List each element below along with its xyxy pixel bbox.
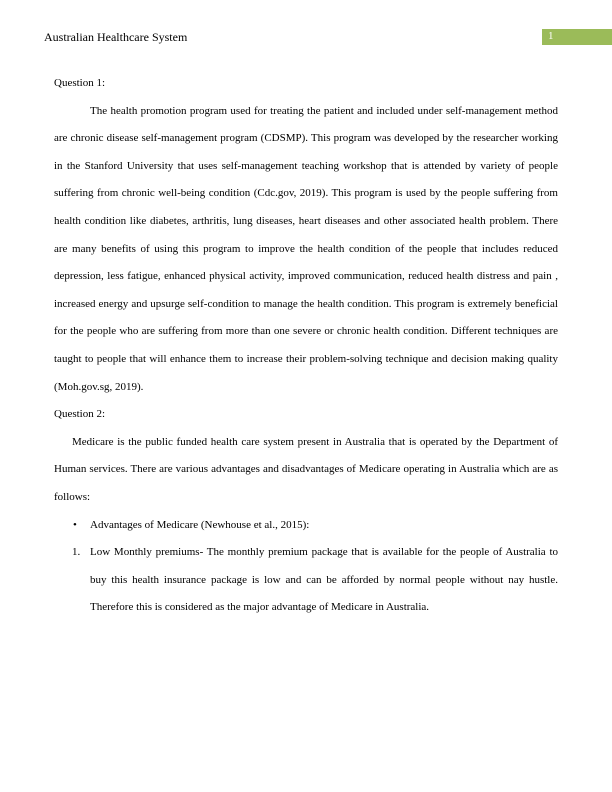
page-number-badge: 1 [542,29,612,44]
bullet-text: Advantages of Medicare (Newhouse et al., 2015): [90,518,310,531]
document-body [54,70,558,622]
question-2-heading: Question 2: [54,408,106,421]
numbered-list-text: Low Monthly premiums- The monthly premium package that is available for the people of Australia to buy this health insurance package is low and can be afforded by normal people without nay hustle. Therefore this is considered as the major advantage of Medicare in Australia. [90,546,558,614]
bullet-icon: • [73,518,77,531]
question-2-paragraph: Medicare is the public funded health care system present in Australia that is operated by the Department of Human services. There are various advantages and disadvantages of Medicare operating in Australia which are as follows: [54,435,558,503]
page-number-rule [542,44,612,45]
bullet-list-item [54,512,558,540]
running-header-title: Australian Healthcare System [44,30,188,44]
numbered-list-item [54,539,558,622]
question-1-paragraph: The health promotion program used for treating the patient and included under self-management method are chronic disease self-management program (CDSMP). This program was developed by the researcher working in the Stanford University that uses self-management teaching workshop that is attended by variety of people suffering from chronic well-being condition (Cdc.gov, 2019). This program is used by the people suffering from health condition like diabetes, arthritis, lung diseases, heart diseases and other associated health problem. There are many benefits of using this program to improve the health condition of the people that includes reduced depression, less fatigue, enhanced physical activity, improved communication, reduced health distress and pain , increased energy and upsurge self-condition to manage the health condition. This program is extremely beneficial for the people who are suffering from more than one severe or chronic health condition. Different techniques are taught to people that will enhance them to increase their problem-solving technique and decision making quality (Moh.gov.sg, 2019). [54,104,558,393]
numbered-list-label: 1. [72,546,81,559]
question-1-heading: Question 1: [54,77,106,89]
